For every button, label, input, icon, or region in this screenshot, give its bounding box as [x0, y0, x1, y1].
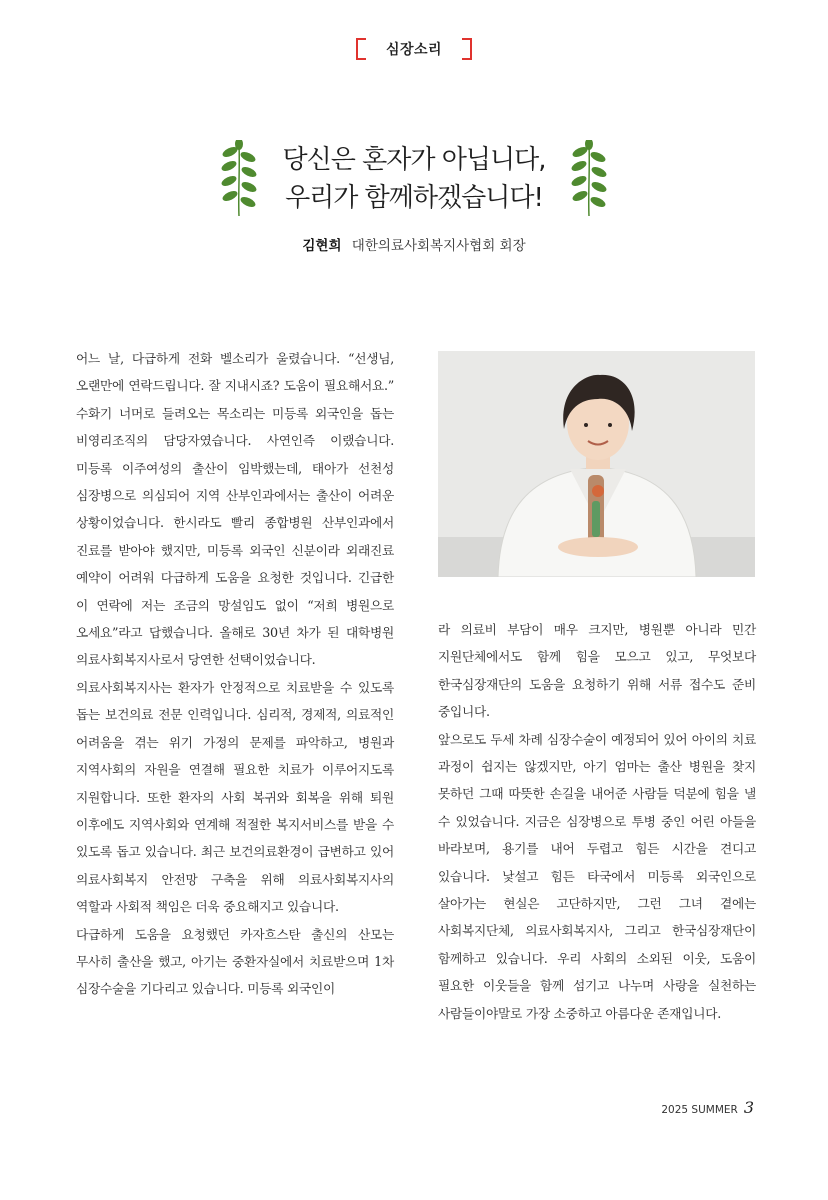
byline	[0, 234, 828, 254]
right-column	[438, 616, 756, 1027]
title-line-1: 당신은 혼자가 아닙니다,	[282, 145, 546, 175]
article-title	[283, 141, 546, 217]
paragraph: 어느 날, 다급하게 전화 벨소리가 울렸습니다. “선생님, 오랜만에 연락드립니다. 잘 지내시죠? 도움이 필요해서요.” 수화기 너머로 들려오는 목소리는 미등록 외국인을 돕는 비영리조직의 담당자였습니다. 사연인즉 이랬습니다. 미등록 이주여성의 출산이 임박했는데, 태아가 선천성 심장병으로 의심되어 지역 산부인과에서는 출산이 어려운 상황이었습니다. 한시라도 빨리 종합병원 산부인과에서 진료를 받아야 했지만, 미등록 외국인 신분이라 외래진료 예약이 어려워 다급하게 도움을 요청한 것입니다. 긴급한 이 연락에 저는 조금의 망설임도 없이 “저희 병원으로 오세요”라고 답했습니다. 올해로 30년 차가 된 대학병원 의료사회복지사로서 당연한 선택이었습니다.	[76, 351, 394, 668]
paragraph: 의료사회복지사는 환자가 안정적으로 치료받을 수 있도록 돕는 보건의료 전문 인력입니다. 심리적, 경제적, 의료적인 어려움을 겪는 위기 가정의 문제를 파악하고, 병원과 지역사회의 자원을 연결해 필요한 치료가 이루어지도록 지원합니다. 또한 환자의 사회 복귀와 회복을 위해 퇴원 이후에도 지역사회와 연계해 적절한 복지서비스를 받을 수 있도록 돕고 있습니다. 최근 보건의료환경이 급변하고 있어 의료사회복지 안전망 구축을 위해 의료사회복지사의 역할과 사회적 책임은 더욱 중요해지고 있습니다.	[76, 679, 394, 915]
issue-label: 2025 SUMMER	[661, 1104, 738, 1116]
portrait-image	[438, 351, 755, 577]
author-photo	[438, 351, 755, 577]
leaf-branch-left-icon	[213, 140, 265, 218]
leaf-branch-right-icon	[563, 140, 615, 218]
paragraph: 앞으로도 두세 차례 심장수술이 예정되어 있어 아이의 치료 과정이 쉽지는 않겠지만, 아기 엄마는 출산 병원을 찾지 못하던 그때 따뜻한 손길을 내어준 사람들 덕분에 힘을 낼 수 있었습니다. 지금은 심장병으로 투병 중인 어린 아들을 바라보며, 용기를 내어 두렵고 힘든 시간을 견디고 있습니다. 낯설고 힘든 타국에서 미등록 외국인으로 살아가는 현실은 고단하지만, 그런 그녀 곁에는 사회복지단체, 의료사회복지사, 그리고 한국심장재단이 함께하고 있습니다. 우리 사회의 소외된 이웃, 도움이 필요한 이웃들을 함께 섬기고 나누며 사랑을 실천하는 사람들이야말로 가장 소중하고 아름다운 존재입니다.	[438, 731, 756, 1021]
left-column	[76, 345, 394, 1003]
paragraph: 라 의료비 부담이 매우 크지만, 병원뿐 아니라 민간 지원단체에서도 함께 힘을 모으고 있고, 무엇보다 한국심장재단의 도움을 요청하기 위해 서류 접수도 준비 중입니다.	[438, 622, 756, 720]
section-label: 심장소리	[385, 42, 443, 58]
left-bracket	[356, 38, 366, 60]
title-line-2: 우리가 함께하겠습니다!	[285, 183, 543, 213]
section-tag	[0, 36, 828, 62]
page-footer	[661, 1098, 754, 1117]
title-block	[0, 140, 828, 218]
author-role: 대한의료사회복지사협회 회장	[351, 238, 526, 254]
paragraph: 다급하게 도움을 요청했던 카자흐스탄 출신의 산모는 무사히 출산을 했고, 아기는 중환자실에서 치료받으며 1차 심장수술을 기다리고 있습니다. 미등록 외국인이	[76, 926, 394, 997]
right-bracket	[462, 38, 472, 60]
author-name: 김현희	[302, 238, 342, 254]
page-number: 3	[743, 1098, 754, 1117]
